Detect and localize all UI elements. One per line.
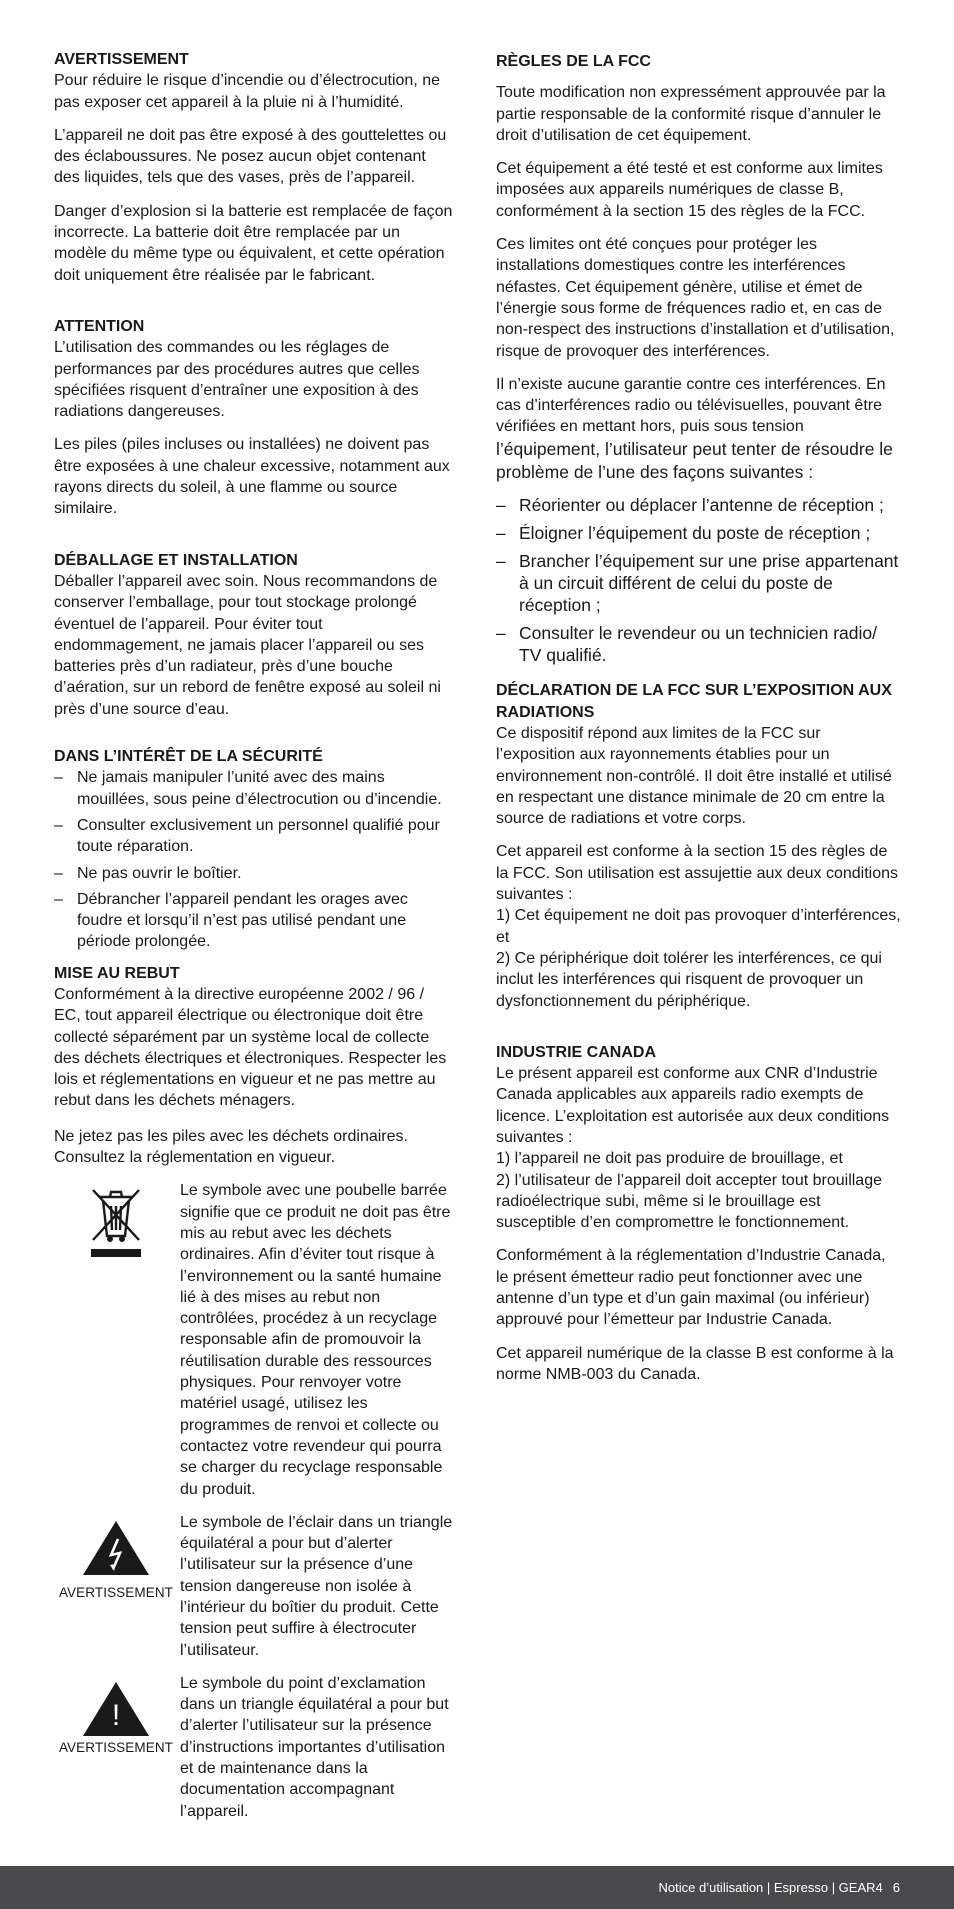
list-item: – Consulter le revendeur ou un technicien radio/ TV qualifié. <box>496 622 902 666</box>
lightning-symbol-block <box>54 1512 454 1661</box>
page-footer <box>0 1866 954 1909</box>
list-item: – Débrancher l’appareil pendant les orages avec foudre et lorsqu’il n’est pas utilisé pendant une période prolongée. <box>54 889 454 953</box>
section-avertissement <box>54 49 454 286</box>
list-item: – Brancher l’équipement sur une prise appartenant à un circuit différent de celui du poste de réception ; <box>496 550 902 616</box>
paragraph: Conformément à la directive européenne 2002 / 96 / EC, tout appareil électrique ou électronique doit être collecté séparément par un système local de collecte des déchets électriques et électroniques. Respecter les lois et réglementations en vigueur et ne pas mettre au rebut dans les déchets ménagers. <box>54 985 447 1110</box>
lightning-triangle-icon <box>81 1519 151 1583</box>
paragraph-continued: l’équipement, l’utilisateur peut tenter de résoudre le problème de l’une des façons suivantes : <box>496 438 893 483</box>
heading-avertissement: AVERTISSEMENT <box>54 51 189 68</box>
paragraph: Toute modification non expressément approuvée par la partie responsable de la conformité risque d’annuler le droit d’utilisation de cet équipement. <box>496 84 886 144</box>
securite-list <box>54 767 454 952</box>
heading-mise-au-rebut: MISE AU REBUT <box>54 964 180 982</box>
list-item: – Ne jamais manipuler l’unité avec des mains mouillées, sous peine d’électrocution ou d’incendie. <box>54 767 454 810</box>
page-number: 6 <box>892 1880 900 1895</box>
section-attention <box>54 316 454 520</box>
weee-bin-icon <box>81 1180 151 1266</box>
paragraph: Ce dispositif répond aux limites de la FCC sur l’exposition aux rayonnements établies pour un environnement non-contrôlé. Il doit être installé et utilisé en respectant une distance minimale de 20 cm entre la source de radiations et votre corps. <box>496 724 892 828</box>
paragraph: Déballer l’appareil avec soin. Nous recommandons de conserver l’emballage, pour tout stockage prolongé éventuel de l’appareil. Pour éviter tout endommagement, ne jamais placer l’appareil ou ses batteries près d’un radiateur, près d’une bouche d’aération, sur un rebord de fenêtre exposé au soleil ni près d’une source d’eau. <box>54 572 441 718</box>
exclamation-text: Le symbole du point d’exclamation dans un triangle équilatéral a pour but d’alerter l’utilisateur sur la présence d’instructions importantes d’utilisation et de maintenance dans la documentation accompagnant l’appareil. <box>180 1674 449 1820</box>
heading-deballage: DÉBALLAGE ET INSTALLATION <box>54 551 298 569</box>
heading-exposition: DÉCLARATION DE LA FCC SUR L’EXPOSITION AUX RADIATIONS <box>496 682 892 721</box>
heading-industrie-canada: INDUSTRIE CANADA <box>496 1043 656 1061</box>
paragraph: Cet équipement a été testé et est conforme aux limites imposées aux appareils numériques de classe B, conformément à la section 15 des règles de la FCC. <box>496 160 883 220</box>
left-column <box>54 49 454 1834</box>
list-item: – Consulter exclusivement un personnel qualifié pour toute réparation. <box>54 815 454 858</box>
exclamation-triangle-icon <box>81 1680 151 1738</box>
fcc-list <box>496 494 902 666</box>
warning-label: AVERTISSEMENT <box>58 1585 174 1601</box>
exclamation-glyph: ! <box>111 1698 121 1732</box>
list-item: – Réorienter ou déplacer l’antenne de réception ; <box>496 494 902 516</box>
footer-title: Notice d’utilisation | Espresso | GEAR4 <box>658 1880 883 1895</box>
paragraph: Les piles (piles incluses ou installées) ne doivent pas être exposées à une chaleur excessive, notamment aux rayons directs du soleil, à une flamme ou source similaire. <box>54 436 450 518</box>
paragraph: Cet appareil numérique de la classe B est conforme à la norme NMB-003 du Canada. <box>496 1344 894 1383</box>
paragraph: Il n’existe aucune garantie contre ces interférences. En cas d’interférences radio ou télévisuelles, pouvant être vérifiées en mettant hors, puis sous tension <box>496 375 886 436</box>
paragraph: L’utilisation des commandes ou les réglages de performances par des procédures autres que celles spécifiées risquent d’entraîner une exposition à des radiations dangereuses. <box>54 339 420 421</box>
lightning-text: Le symbole de l’éclair dans un triangle équilatéral a pour but d’alerter l’utilisateur sur la présence d’une tension dangereuse non isolée à l’intérieur du boîtier du produit. Cette tension peut suffire à électrocuter l’utilisateur. <box>180 1513 453 1659</box>
paragraph: Danger d’explosion si la batterie est remplacée de façon incorrecte. La batterie doit être remplacée par un modèle du même type ou équivalent, et cette opération doit uniquement être réalisée par le fabricant. <box>54 202 453 284</box>
condition-2: 2) l’utilisateur de l’appareil doit accepter tout brouillage radioélectrique subi, même si le brouillage est susceptible d’en compromettre le fonctionnement. <box>496 1171 882 1232</box>
paragraph: L’appareil ne doit pas être exposé à des gouttelettes ou des éclaboussures. Ne posez aucun objet contenant des liquides, tels que des vases, près de l’appareil. <box>54 126 447 187</box>
condition-1: 1) Cet équipement ne doit pas provoquer d’interférences, et <box>496 907 901 946</box>
list-item: – Éloigner l’équipement du poste de réception ; <box>496 522 902 544</box>
weee-text: Le symbole avec une poubelle barrée signifie que ce produit ne doit pas être mis au rebut avec les déchets ordinaires. Afin d’éviter tout risque à l’environnement ou la santé humaine lié à des mises au rebut non contrôlées, procédez à un recyclage responsable afin de promouvoir la réutilisation durable des ressources physiques. Pour renvoyer votre matériel usagé, utilisez les programmes de renvoi et collecte ou contactez votre revendeur qui pourra se charger du recyclage responsable du produit. <box>180 1182 451 1498</box>
weee-symbol-block <box>54 1180 454 1499</box>
condition-1: 1) l’appareil ne doit pas produire de brouillage, et <box>496 1150 843 1168</box>
heading-fcc: RÈGLES DE LA FCC <box>496 53 651 70</box>
paragraph: Ces limites ont été conçues pour protéger les installations domestiques contre les interférences néfastes. Cet équipement génère, utilise et émet de l’énergie sous forme de fréquences radio et, en cas de non-respect des instructions d’installation et d’utilisation, risque de provoquer des interférences. <box>496 236 895 360</box>
paragraph: Conformément à la réglementation d’Industrie Canada, le présent émetteur radio peut fonctionner avec une antenne d’un type et d’un gain maximal (ou inférieur) approuvé pour l’émetteur par Industrie Canada. <box>496 1247 886 1329</box>
section-exposition <box>496 680 902 1011</box>
paragraph: Le présent appareil est conforme aux CNR d’Industrie Canada applicables aux appareils radio exempts de licence. L’exploitation est autorisée aux deux conditions suivantes : <box>496 1065 890 1146</box>
exclamation-symbol-block <box>54 1673 454 1822</box>
right-column <box>496 51 902 1397</box>
paragraph: Ne jetez pas les piles avec les déchets ordinaires. Consultez la réglementation en vigueur. <box>54 1127 408 1167</box>
section-securite <box>54 746 454 953</box>
condition-2: 2) Ce périphérique doit tolérer les interférences, ce qui inclut les interférences qui risquent de provoquer un dysfonctionnement du périphérique. <box>496 949 882 1010</box>
section-fcc <box>496 51 902 666</box>
heading-securite: DANS L’INTÉRÊT DE LA SÉCURITÉ <box>54 748 323 766</box>
section-deballage <box>54 550 454 720</box>
section-industrie-canada <box>496 1042 902 1385</box>
paragraph: Cet appareil est conforme à la section 15 des règles de la FCC. Son utilisation est assujettie aux deux conditions suivantes : <box>496 843 898 904</box>
warning-label: AVERTISSEMENT <box>58 1739 174 1755</box>
list-item: – Ne pas ouvrir le boîtier. <box>54 863 454 884</box>
heading-attention: ATTENTION <box>54 317 145 335</box>
section-mise-au-rebut <box>54 963 454 1169</box>
paragraph: Pour réduire le risque d’incendie ou d’électrocution, ne pas exposer cet appareil à la pluie ni à l’humidité. <box>54 72 441 111</box>
